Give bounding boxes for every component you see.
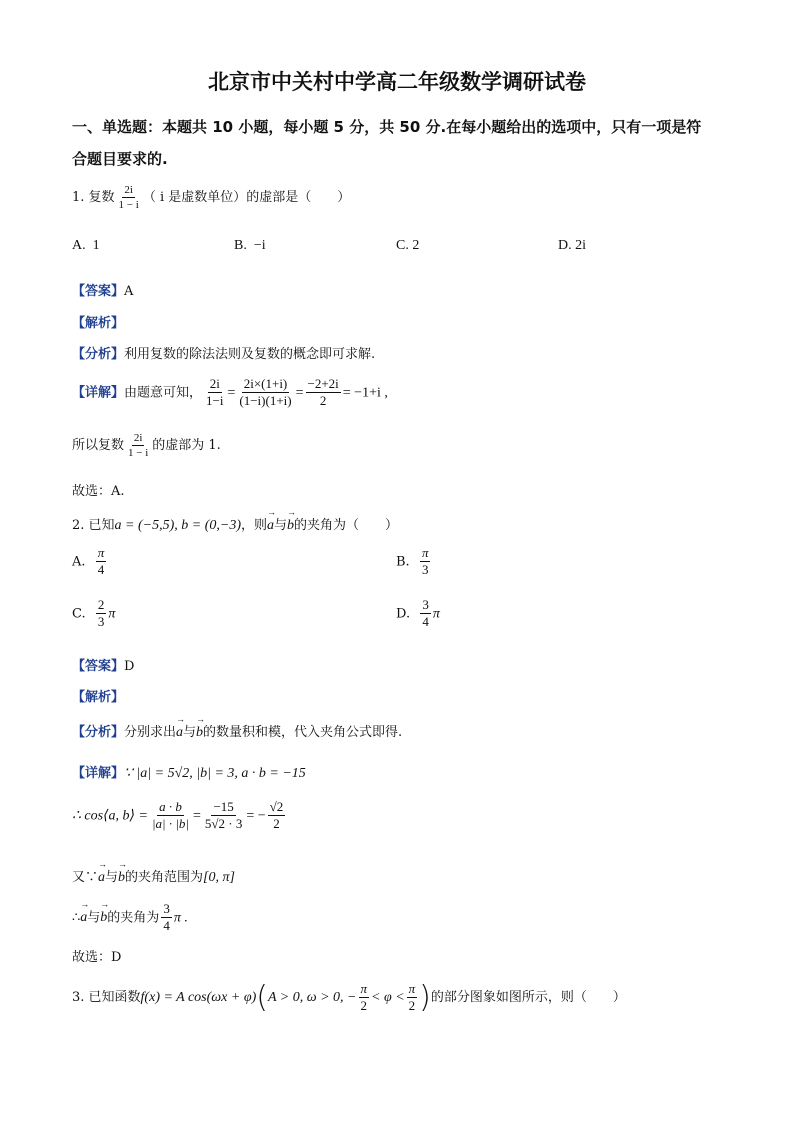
- q2-option-c-frac: [96, 598, 107, 630]
- section-header-line1: 一、单选题：本题共 10 小题，每小题 5 分，共 50 分.在每小题给出的选项中，只有一项是符: [72, 118, 702, 136]
- q2-fenxi-vec-a: → a: [176, 725, 183, 741]
- q2-option-d-num: 3: [420, 598, 431, 614]
- question-3-stem: [72, 980, 626, 1015]
- q2-option-a-num: π: [96, 546, 107, 562]
- q1-eq-frac-1-den: 1−i: [206, 393, 224, 409]
- answer-tag: 【答案】: [72, 284, 125, 299]
- q2-number: 2. 已知: [72, 518, 115, 533]
- q3-number: 3. 已知函数: [72, 990, 141, 1005]
- q1-option-b: [234, 238, 266, 254]
- q3-cond-frac-2: [407, 982, 418, 1014]
- q1-eq-frac-2-den: (1−i)(1+i): [239, 393, 292, 409]
- q1-frac-num: 2i: [122, 184, 135, 198]
- q2-cos-frac-2-den: 5√2 · 3: [204, 816, 243, 832]
- q2-cos-line: ∴ cos⟨a, b⟩ = $\frac{a \cdot b}{|a| \cdot |b|}$ = $\frac{-15}{5√2 \cdot 3}$ = − $\frac{√2}{2}$: [72, 799, 284, 832]
- q2-option-b-den: 3: [421, 562, 429, 578]
- question-1-stem: [72, 184, 350, 211]
- q1-eq-frac-3-den: 2: [319, 393, 327, 409]
- q2-cos-frac-2: [203, 800, 244, 832]
- q1-eq-frac-2: [237, 377, 293, 409]
- q2-stem-with: 与: [274, 518, 288, 533]
- q2-range-vec-b: → b: [118, 870, 125, 886]
- q2-option-c: [72, 598, 115, 630]
- q2-detail-math: ∵ |a| = 5√2, |b| = 3, a · b = −15: [124, 766, 306, 781]
- q2-option-a: [72, 546, 108, 578]
- q2-analysis: [72, 686, 124, 705]
- q2-option-c-num: 2: [96, 598, 107, 614]
- q1-eq-frac-2-num: 2i×(1+i): [242, 377, 290, 393]
- q2-option-c-den: 3: [97, 614, 105, 630]
- q2-fenxi-post: 的数量积和模，代入夹角公式即得.: [203, 725, 403, 740]
- q2-option-b-num: π: [420, 546, 431, 562]
- q2-option-a-den: 4: [97, 562, 105, 578]
- q1-fraction: [117, 184, 141, 211]
- q2-option-d-tail: π: [432, 606, 440, 622]
- q1-number: 1. 复数: [72, 190, 115, 206]
- q2-result-mid: 的夹角为: [107, 910, 160, 926]
- q1-option-d: [558, 238, 586, 254]
- fenxi-tag: 【分析】: [72, 347, 125, 362]
- fenxi-tag: 【分析】: [72, 725, 125, 740]
- q2-range-vec-a: → a: [98, 870, 105, 886]
- q2-result-pre: ∴: [72, 910, 81, 926]
- q2-cos-frac-1-num: a · b: [157, 800, 184, 816]
- q1-option-d-text: 2i: [575, 238, 587, 253]
- q1-option-c-text: 2: [412, 238, 420, 253]
- q2-result-frac: [161, 902, 172, 934]
- q2-option-b: [396, 546, 432, 578]
- q1-fenxi: [72, 343, 375, 362]
- q1-detail-prefix: 由题意可知，: [124, 385, 203, 401]
- q1-eq-frac-3: [306, 377, 341, 409]
- q2-option-a-letter: A.: [72, 554, 86, 570]
- analysis-tag: 【解析】: [72, 316, 125, 331]
- q1-answer: [72, 280, 133, 299]
- page-title: 北京市中关村中学高二年级数学调研试卷: [208, 70, 586, 94]
- q2-range-pre: 又∵: [72, 870, 99, 885]
- q2-range-with: 与: [105, 870, 119, 885]
- detail-tag: 【详解】: [72, 385, 125, 401]
- q1-conclusion: [72, 432, 221, 459]
- q2-result-den: 4: [163, 918, 170, 934]
- q3-left-paren: (: [256, 980, 268, 1015]
- q1-eq-frac-1: [204, 377, 225, 409]
- q2-result-vec-a: → a: [80, 910, 87, 926]
- q2-stem-math: a = (−5,5), b = (0,−3): [114, 518, 241, 533]
- q3-cond-frac-1-num: π: [359, 982, 370, 998]
- q3-stem-rest: 的部分图象如图所示，则（ ）: [430, 990, 626, 1005]
- q2-range-value: [0, π]: [203, 870, 235, 885]
- q3-cond-frac-2-den: 2: [408, 998, 416, 1013]
- q1-option-c: [396, 238, 419, 254]
- q2-option-d: [396, 598, 440, 630]
- q2-cos-frac-1-den: |a| · |b|: [151, 816, 189, 832]
- section-header-line2: 合题目要求的.: [72, 150, 168, 168]
- q2-range-post: 的夹角范围为: [125, 870, 204, 885]
- q1-option-b-text: −i: [253, 238, 266, 253]
- q1-frac-den: 1 − i: [118, 199, 139, 212]
- q3-cond-frac-1: [359, 982, 370, 1014]
- q2-cos-frac-3-den: 2: [273, 816, 280, 832]
- q2-option-d-letter: D.: [396, 606, 411, 622]
- q2-fenxi-pre: 分别求出: [124, 725, 177, 740]
- question-2-stem: [72, 514, 398, 534]
- q2-stem-rest1: ，则: [240, 518, 267, 533]
- q2-fenxi-vec-b: → b: [196, 725, 203, 741]
- q1-so-frac-num: 2i: [132, 432, 145, 446]
- q3-cond-frac-2-num: π: [407, 982, 418, 998]
- q2-cos-frac-3: [268, 800, 286, 832]
- q2-option-c-letter: C.: [72, 606, 86, 622]
- q1-answer-value: A: [124, 284, 134, 299]
- q1-eq-frac-1-num: 2i: [208, 377, 222, 393]
- q3-right-paren: ): [419, 980, 431, 1015]
- q2-result-num: 3: [161, 902, 172, 918]
- q1-detail: 【详解】由题意可知， $\frac{2i}{1-i}$ = $\frac{2i\times(1+i)}{(1-i)(1+i)}$ = $\frac{-2+2i}{2}$ = −1+i ,: [72, 376, 388, 409]
- q2-cos-pre: ∴ cos⟨a, b⟩ =: [72, 808, 148, 824]
- q2-cos-frac-2-num: −15: [211, 800, 235, 816]
- q3-cond-pre: A > 0, ω > 0, −: [267, 990, 357, 1005]
- q1-option-b-letter: B.: [234, 238, 247, 253]
- q1-option-c-letter: C.: [396, 238, 409, 253]
- q3-cond-frac-1-den: 2: [360, 998, 367, 1013]
- q2-result-vec-b: → b: [100, 910, 107, 926]
- q2-stem-rest2: 的夹角为（ ）: [294, 518, 399, 533]
- q2-option-b-letter: B.: [396, 554, 410, 570]
- q2-result-with: 与: [87, 910, 101, 926]
- q2-option-a-frac: [96, 546, 107, 578]
- q1-fenxi-text: 利用复数的除法法则及复数的概念即可求解.: [124, 347, 376, 362]
- q2-option-d-frac: [420, 598, 431, 630]
- q2-answer: [72, 655, 134, 674]
- q2-option-c-tail: π: [108, 606, 116, 622]
- q1-option-a-text: 1: [92, 238, 100, 253]
- q2-result-line: [72, 902, 188, 934]
- q1-option-a-letter: A.: [72, 238, 86, 253]
- q1-eq-frac-3-num: −2+2i: [306, 377, 341, 393]
- q2-result-tail: π .: [173, 910, 188, 926]
- q2-answer-value: D: [124, 659, 135, 674]
- q2-detail: [72, 762, 306, 782]
- q1-analysis: [72, 312, 124, 331]
- q3-cond-mid: < φ <: [371, 990, 405, 1005]
- q1-option-a: [72, 238, 100, 254]
- q2-stem-vec-b: → b: [287, 518, 294, 534]
- q2-cos-frac-1: [150, 800, 191, 832]
- q2-fenxi-with: 与: [183, 725, 197, 740]
- q2-cos-frac-3-num: √2: [268, 800, 286, 816]
- answer-tag: 【答案】: [72, 659, 125, 674]
- q1-so-frac: [126, 432, 150, 459]
- analysis-tag: 【解析】: [72, 690, 125, 705]
- q1-choose: 故选：A.: [72, 484, 125, 499]
- q1-so-frac-den: 1 − i: [128, 447, 149, 460]
- q1-so-prefix: 所以复数: [72, 438, 125, 454]
- q1-option-d-letter: D.: [558, 238, 572, 253]
- q2-choose: 故选：D: [72, 950, 122, 965]
- q2-option-d-den: 4: [422, 614, 429, 630]
- q2-stem-vec-a: → a: [267, 518, 274, 534]
- detail-tag: 【详解】: [72, 766, 125, 781]
- q2-option-b-frac: [420, 546, 431, 578]
- q2-range-line: [72, 866, 235, 886]
- q1-so-suffix: 的虚部为 1.: [152, 438, 221, 454]
- q2-fenxi: [72, 721, 402, 741]
- q3-function: f(x) = A cos(ωx + φ): [140, 990, 257, 1005]
- q1-eq-tail: = −1+i ,: [342, 385, 388, 401]
- q1-stem-rest: （ i 是虚数单位）的虚部是（ ）: [142, 190, 351, 206]
